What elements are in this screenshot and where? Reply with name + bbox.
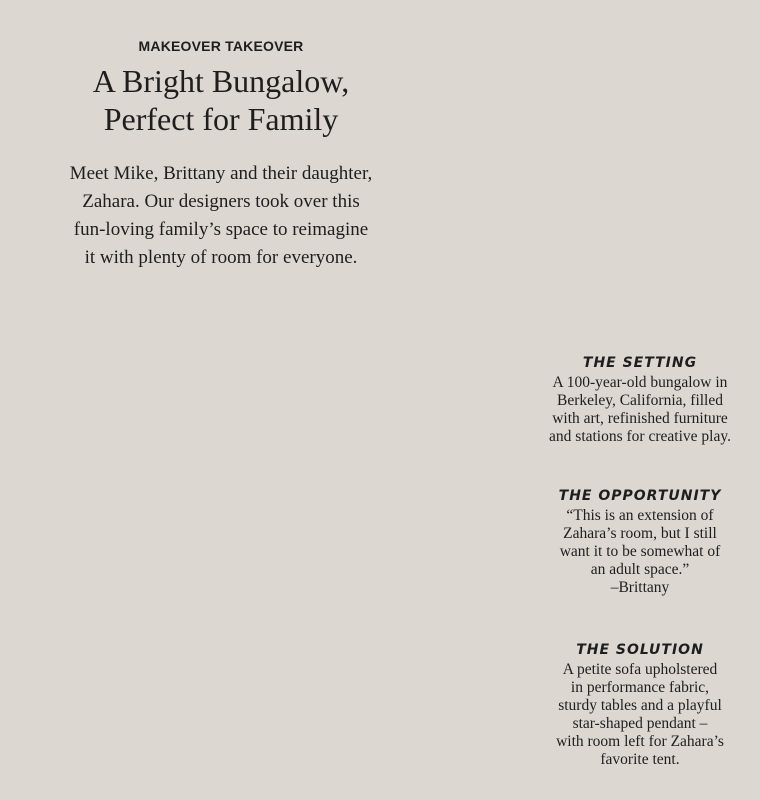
section-body: A 100-year-old bungalow in Berkeley, California, filled with art, refinished furniture and stations for creative play. xyxy=(549,374,731,445)
article-headline: A Bright Bungalow, Perfect for Family xyxy=(92,63,350,137)
sidebar-section-opportunity xyxy=(530,487,750,597)
section-body: A petite sofa upholstered in performance fabric, sturdy tables and a playful star-shaped pendant – with room left for Zahara’s favorite tent. xyxy=(556,661,724,768)
sidebar-section-setting xyxy=(530,354,750,446)
section-heading: THE OPPORTUNITY xyxy=(558,488,722,504)
section-heading: THE SETTING xyxy=(582,355,698,371)
article-lede: Meet Mike, Brittany and their daughter, Zahara. Our designers took over this fun-loving family’s space to reimagine it with plenty of room for everyone. xyxy=(69,163,373,268)
section-heading: THE SOLUTION xyxy=(576,642,704,658)
sidebar-section-solution xyxy=(530,641,750,769)
section-body: “This is an extension of Zahara’s room, but I still want it to be somewhat of an adult space.” –Brittany xyxy=(559,507,721,596)
section-eyebrow: MAKEOVER TAKEOVER xyxy=(138,38,304,54)
article-intro xyxy=(40,38,402,272)
